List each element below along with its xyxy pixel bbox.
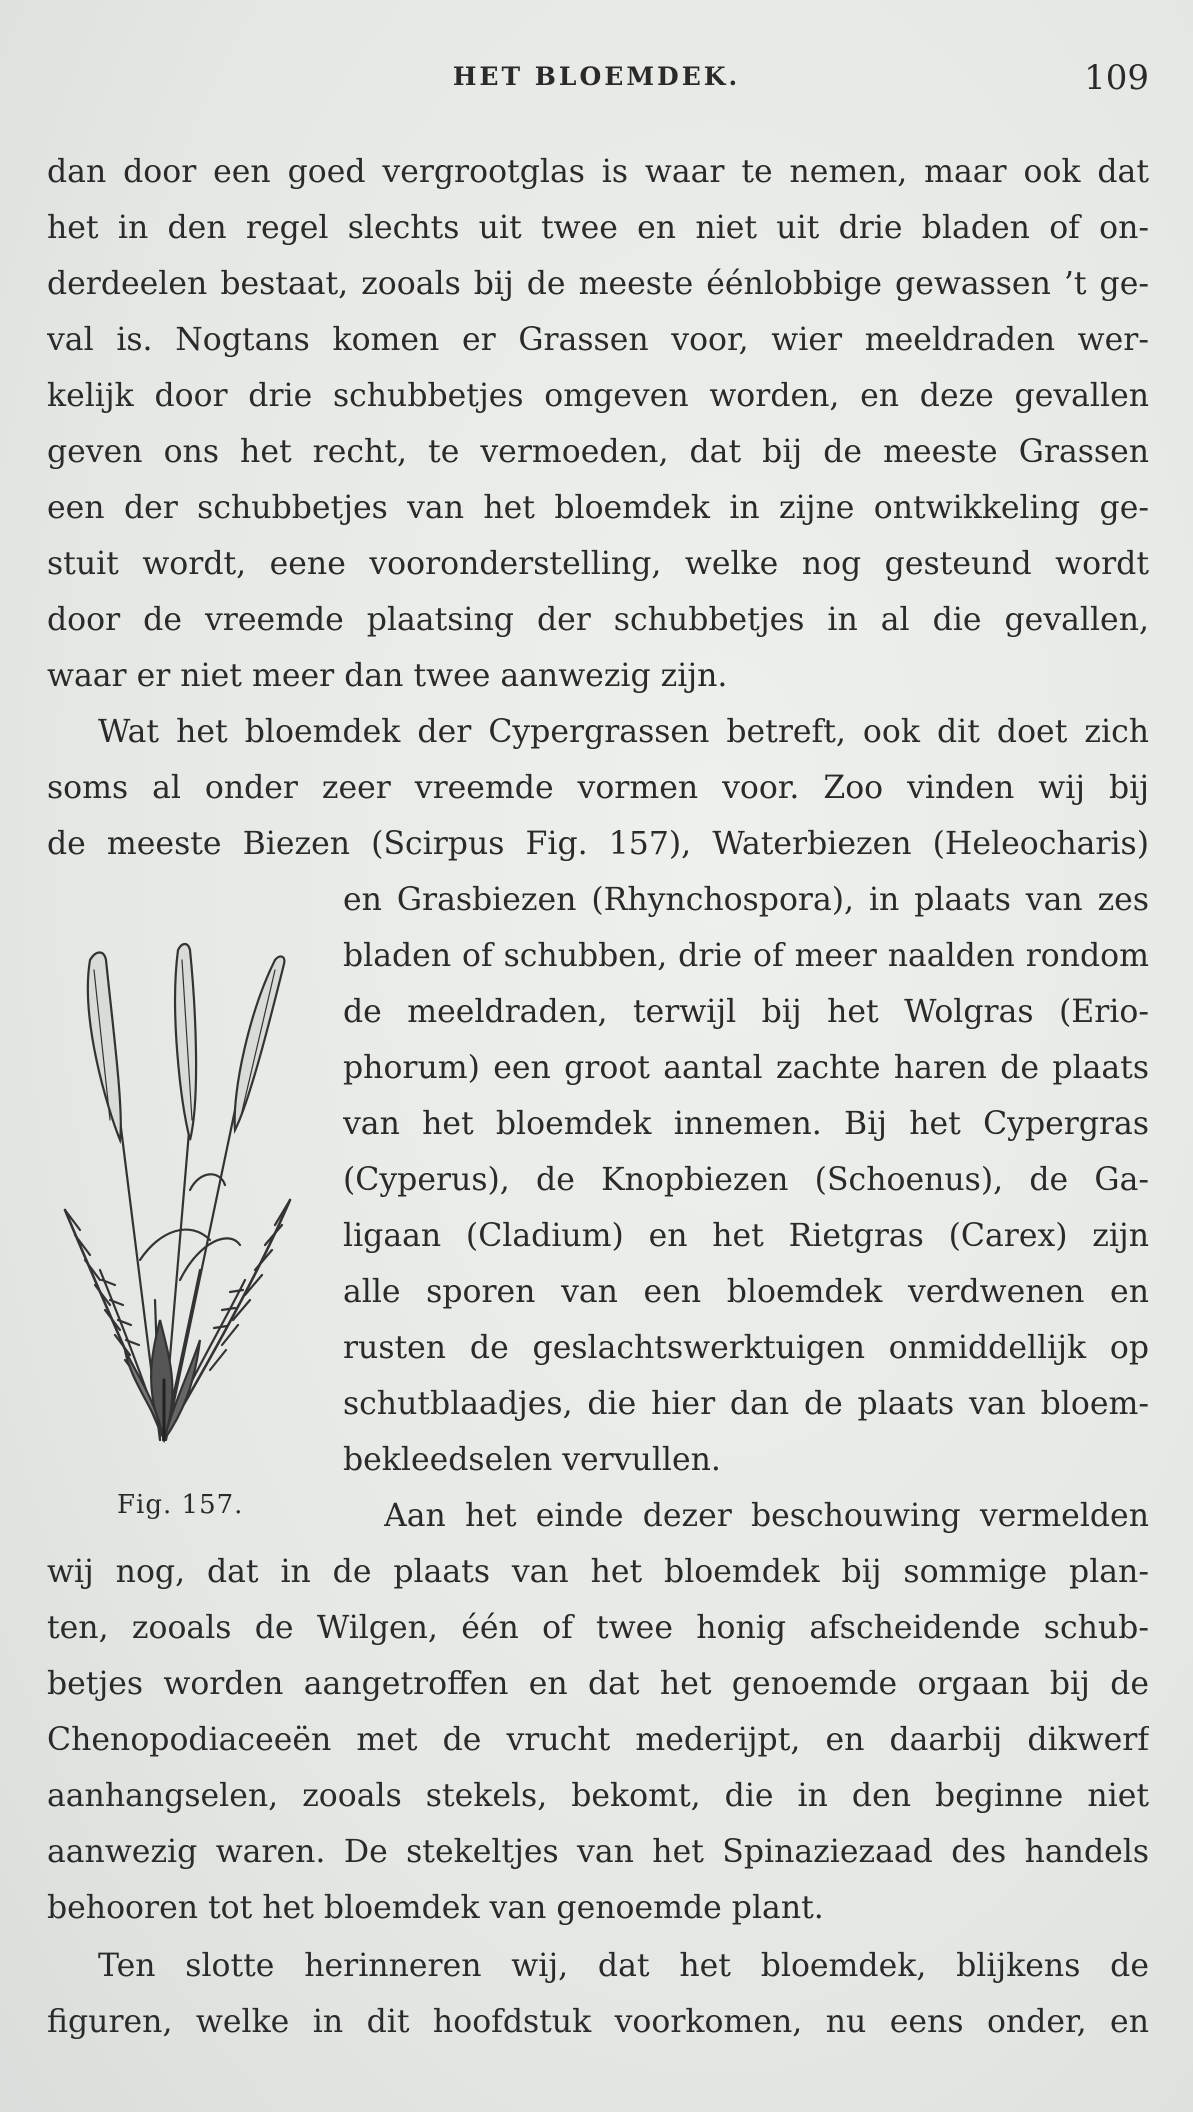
text-line: stuit wordt, eene vooronderstelling, welke nog gesteund wordt — [47, 546, 1149, 582]
text-line: wij nog, dat in de plaats van het bloemdek bij sommige plan- — [47, 1554, 1149, 1590]
text-line: en Grasbiezen (Rhynchospora), in plaats van zes — [343, 882, 1149, 918]
text-line: kelijk door drie schubbetjes omgeven worden, en deze gevallen — [47, 378, 1149, 414]
text-line: Ten slotte herinneren wij, dat het bloemdek, blijkens de — [98, 1948, 1149, 1984]
text-line: behooren tot het bloemdek van genoemde plant. — [47, 1890, 824, 1926]
text-line: de meeldraden, terwijl bij het Wolgras (Erio- — [343, 994, 1149, 1030]
running-header: HET BLOEMDEK. — [452, 62, 741, 91]
text-line: dan door een goed vergrootglas is waar te nemen, maar ook dat — [47, 154, 1149, 190]
text-line: bladen of schubben, drie of meer naalden rondom — [343, 938, 1149, 974]
text-line: aanhangselen, zooals stekels, bekomt, die in den beginne niet — [47, 1778, 1149, 1814]
text-line: van het bloemdek innemen. Bij het Cypergras — [343, 1106, 1149, 1142]
figure-caption: Fig. 157. — [117, 1490, 244, 1520]
text-line: ligaan (Cladium) en het Rietgras (Carex) zijn — [343, 1218, 1149, 1254]
text-line: door de vreemde plaatsing der schubbetjes in al die gevallen, — [47, 602, 1149, 638]
text-line: de meeste Biezen (Scirpus Fig. 157), Waterbiezen (Heleocharis) — [47, 826, 1149, 862]
text-line: soms al onder zeer vreemde vormen voor. Zoo vinden wij bij — [47, 770, 1149, 806]
page-number: 109 — [1084, 58, 1149, 98]
text-line: derdeelen bestaat, zooals bij de meeste éénlobbige gewassen ’t ge- — [47, 266, 1149, 302]
text-line: aanwezig waren. De stekeltjes van het Spinaziezaad des handels — [47, 1834, 1149, 1870]
text-line: figuren, welke in dit hoofdstuk voorkomen, nu eens onder, en — [47, 2004, 1149, 2040]
text-line: Aan het einde dezer beschouwing vermelden — [384, 1498, 1149, 1534]
text-line: waar er niet meer dan twee aanwezig zijn. — [47, 658, 728, 694]
text-line: Wat het bloemdek der Cypergrassen betreft, ook dit doet zich — [98, 714, 1149, 750]
text-line: geven ons het recht, te vermoeden, dat bij de meeste Grassen — [47, 434, 1149, 470]
text-line: val is. Nogtans komen er Grassen voor, wier meeldraden wer- — [47, 322, 1149, 358]
text-line: ten, zooals de Wilgen, één of twee honig afscheidende schub- — [47, 1610, 1149, 1646]
text-line: Chenopodiaceeën met de vrucht mederijpt, en daarbij dikwerf — [47, 1722, 1149, 1758]
sedge-flower-illustration — [60, 940, 310, 1460]
text-line: bekleedselen vervullen. — [343, 1442, 721, 1478]
text-line: phorum) een groot aantal zachte haren de plaats — [343, 1050, 1149, 1086]
text-line: het in den regel slechts uit twee en niet uit drie bladen of on- — [47, 210, 1149, 246]
text-line: een der schubbetjes van het bloemdek in zijne ontwikkeling ge- — [47, 490, 1149, 526]
text-line: alle sporen van een bloemdek verdwenen en — [343, 1274, 1149, 1310]
text-line: (Cyperus), de Knopbiezen (Schoenus), de Ga- — [343, 1162, 1149, 1198]
text-line: schutblaadjes, die hier dan de plaats van bloem- — [343, 1386, 1149, 1422]
text-line: rusten de geslachtswerktuigen onmiddellijk op — [343, 1330, 1149, 1366]
text-line: betjes worden aangetroffen en dat het genoemde orgaan bij de — [47, 1666, 1149, 1702]
